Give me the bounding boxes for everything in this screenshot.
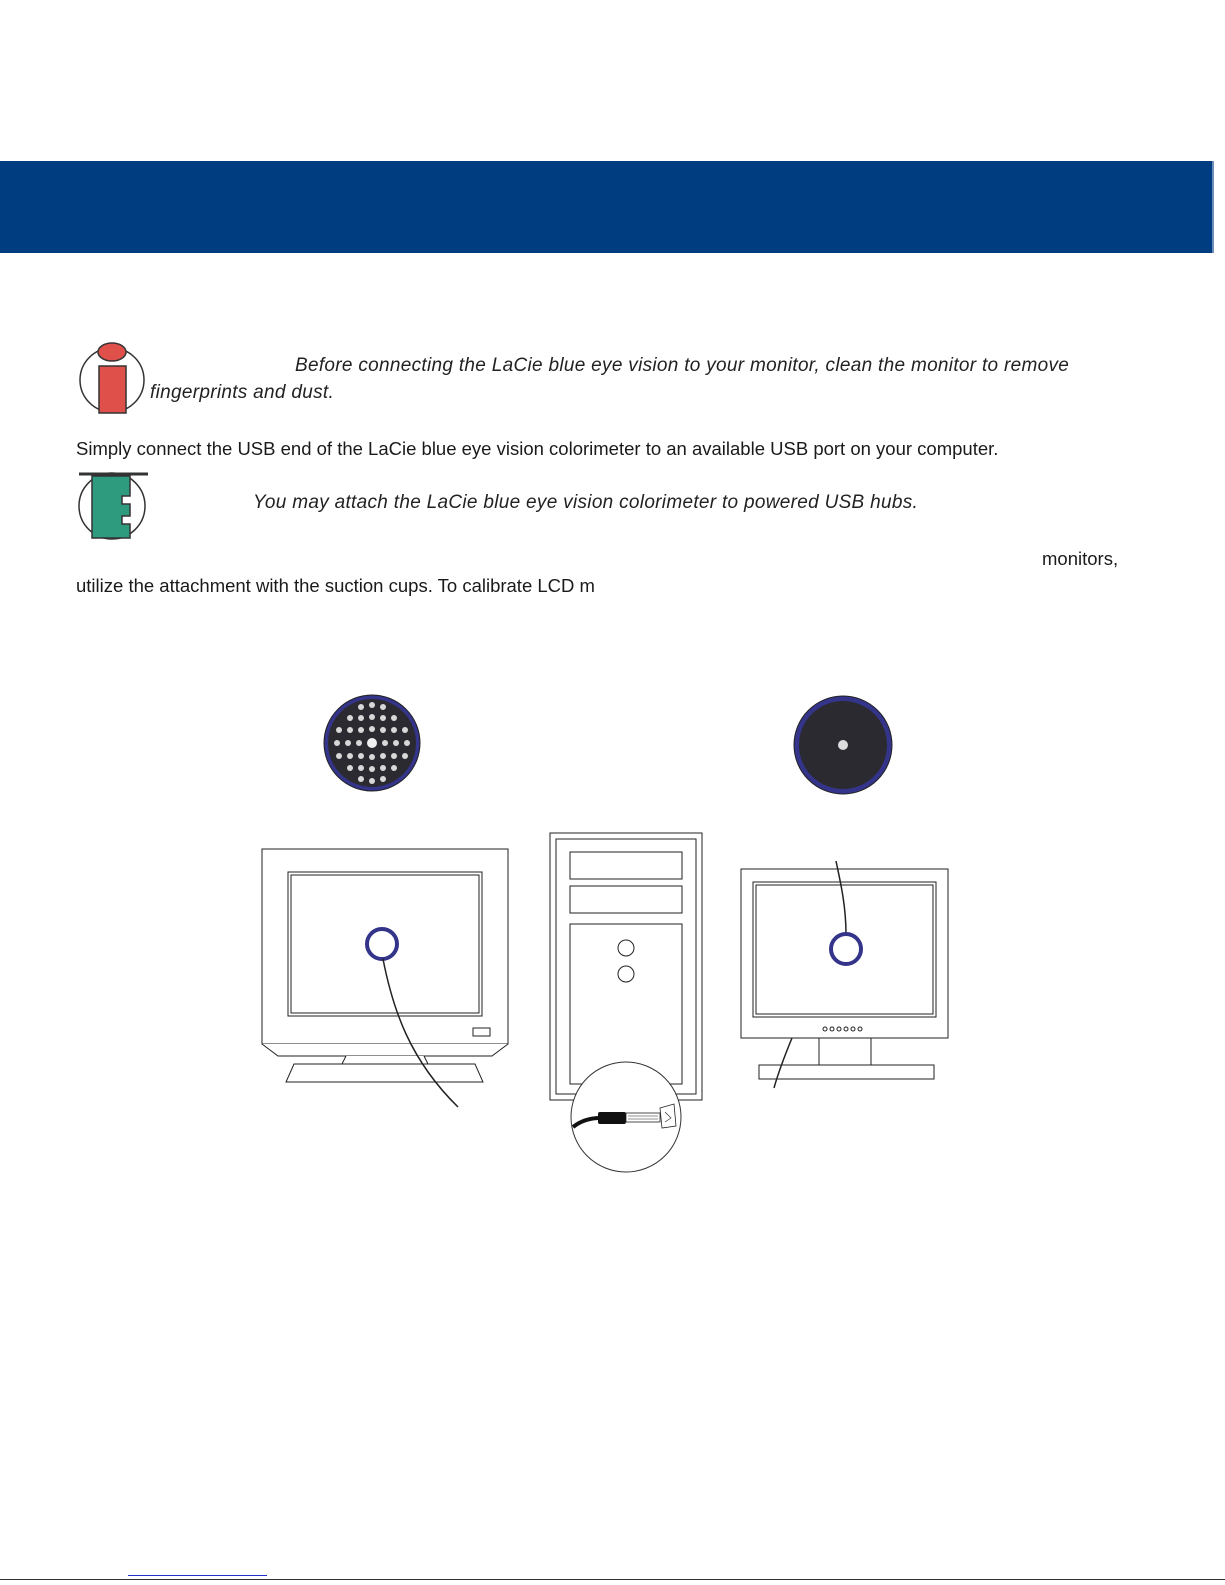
tower-computer [550, 833, 702, 1100]
footer-link-underline [128, 1575, 267, 1576]
important-note-line2: fingerprints and dust. [150, 382, 335, 403]
important-info-icon [78, 340, 150, 416]
step-instruction: Simply connect the USB end of the LaCie blue eye vision colorimeter to an available USB port on your computer. [76, 438, 999, 459]
lcd-attachment [794, 696, 892, 794]
important-note-line1: Before connecting the LaCie blue eye vision to your monitor, clean the monitor to remove [295, 355, 1070, 376]
attachment-text-line2: utilize the attachment with the suction cups. To calibrate LCD m [76, 575, 595, 596]
tech-note-text: You may attach the LaCie blue eye vision colorimeter to powered USB hubs. [253, 492, 919, 513]
attachment-text-fragment: monitors, [1042, 548, 1119, 569]
header-banner [0, 161, 1212, 253]
crt-suction-cup-attachment [324, 695, 420, 791]
tech-tip-icon [76, 468, 152, 542]
calibration-setup-illustration [250, 690, 970, 1180]
lcd-monitor [741, 869, 948, 1079]
footer-rule [0, 1579, 1225, 1580]
header-banner-edge [1212, 161, 1214, 253]
usb-port-zoom [571, 1062, 681, 1172]
